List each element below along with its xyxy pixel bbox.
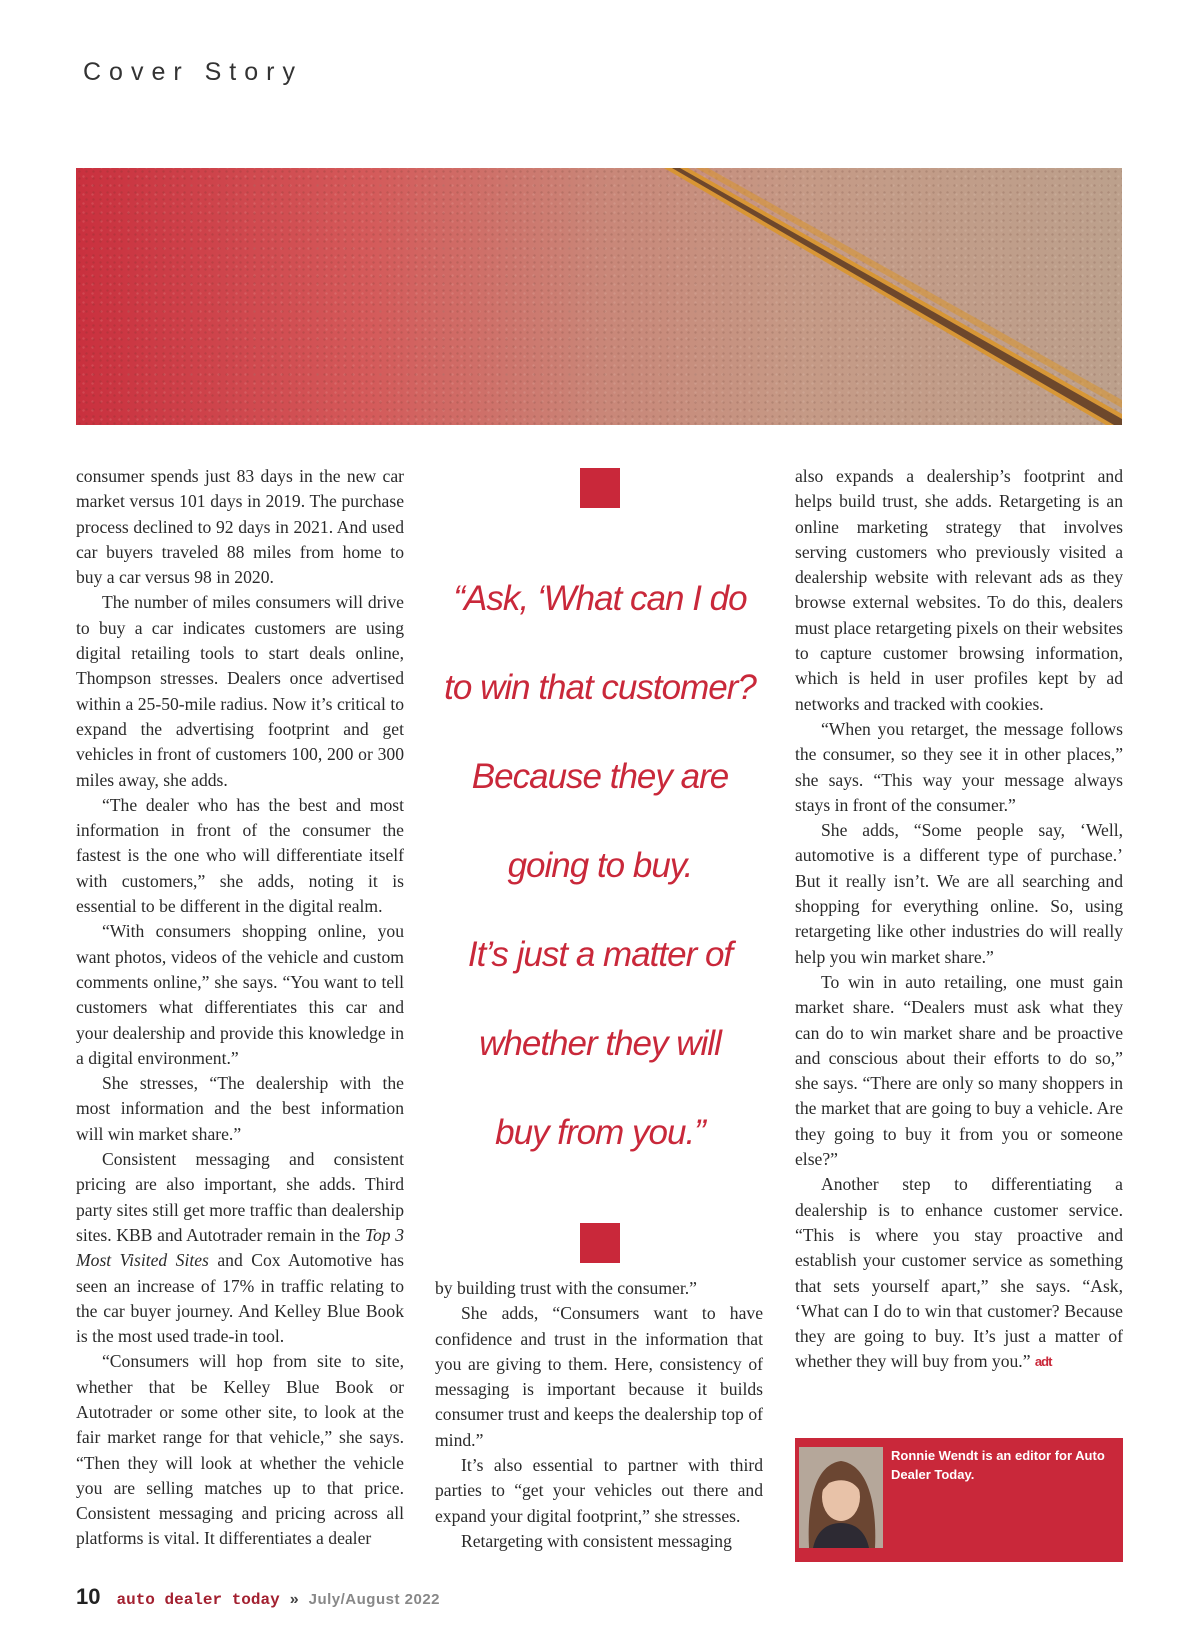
pull-quote-bottom-square bbox=[580, 1223, 620, 1263]
page-footer bbox=[76, 1584, 440, 1610]
paragraph: The number of miles consumers will drive to buy a car indicates customers are using digital retailing tools to start deals online, Thompson stresses. Dealers once advertised within a 25-50-mile radius. Now it’s critical to expand the advertising footprint and get vehicles in front of customers 100, 200 or 300 miles away, she adds. bbox=[76, 592, 404, 790]
pull-quote-top-square bbox=[580, 468, 620, 508]
paragraph: Consistent messaging and consistent pricing are also important, she adds. Third party sites still get more traffic than dealership sites. KBB and Autotrader remain in the Top 3 Most Visited Sites and Cox Automotive has seen an increase of 17% in traffic relating to the car buyer journey. And Kelley Blue Book is the most used trade-in tool. bbox=[76, 1149, 404, 1347]
italic-title: Top 3 Most Visited Sites bbox=[76, 1224, 404, 1271]
author-photo bbox=[799, 1447, 883, 1548]
paragraph: by building trust with the consumer.” bbox=[435, 1278, 697, 1298]
paragraph: “With consumers shopping online, you want photos, videos of the vehicle and custom comments online,” she says. “You want to tell customers what differentiates this car and your dealership and provide this knowledge in a digital environment.” bbox=[76, 921, 404, 1068]
paragraph: To win in auto retailing, one must gain market share. “Dealers must ask what they can do to win market share and be proactive and conscious about their efforts to do so,” she says. “There are only so many shoppers in the market that are going to buy a vehicle. Are they going to buy it from you or someone else?” bbox=[795, 971, 1123, 1170]
author-bio-box bbox=[795, 1438, 1123, 1562]
page-number: 10 bbox=[76, 1584, 101, 1609]
end-mark-logo: adt bbox=[1034, 1354, 1052, 1370]
paragraph: “When you retarget, the message follows the consumer, so they see it in other places,” she says. “This way your message always stays in front of the consumer.” bbox=[795, 718, 1123, 815]
pull-quote-text: “Ask, ‘What can I do to win that customer? Because they are going to buy. It’s just a matter of whether they will buy from you.” bbox=[444, 579, 756, 1152]
paragraph: She adds, “Consumers want to have confidence and trust in the information that you are giving to them. Here, consistency of messaging is important because it builds consumer trust and keeps the dealership top of mind.” bbox=[435, 1303, 763, 1450]
section-label: Cover Story bbox=[83, 58, 303, 86]
paragraph: “Consumers will hop from site to site, whether that be Kelley Blue Book or Autotrader or some other site, to look at the fair market range for that vehicle,” she says. “Then they will look at whether the vehicle you are selling matches up to that price. Consistent messaging and pricing across all platforms is vital. It differentiates a dealer bbox=[76, 1351, 404, 1549]
author-bio-text: Ronnie Wendt is an editor for Auto Dealer Today. bbox=[891, 1448, 1105, 1482]
paragraph: She stresses, “The dealership with the most information and the best information will win market share.” bbox=[76, 1073, 404, 1144]
pull-quote bbox=[430, 468, 770, 1263]
issue-date: July/August 2022 bbox=[308, 1591, 441, 1608]
article-column-3 bbox=[795, 464, 1123, 1375]
article-column-1 bbox=[76, 464, 404, 1552]
road-stripe-graphic bbox=[76, 168, 1122, 425]
paragraph: It’s also essential to partner with third parties to “get your vehicles out there and expand your digital footprint,” she stresses. bbox=[435, 1455, 763, 1526]
publication-name: auto dealer today bbox=[116, 1591, 280, 1609]
paragraph: also expands a dealership’s footprint and helps build trust, she adds. Retargeting is an online marketing strategy that involves serving customers who previously visited a dealership website with relevant ads as they browse external websites. To do this, dealers must place retargeting pixels on their websites to capture customer browsing information, which is held in user profiles kept by ad networks and tracked with cookies. bbox=[795, 466, 1123, 714]
footer-separator: » bbox=[289, 1591, 299, 1608]
paragraph: consumer spends just 83 days in the new car market versus 101 days in 2019. The purchase process declined to 92 days in 2021. And used car buyers traveled 88 miles from home to buy a car versus 98 in 2020. bbox=[76, 466, 404, 588]
paragraph: “The dealer who has the best and most information in front of the consumer the fastest is the one who will differentiate itself with customers,” she adds, noting it is essential to be different in the digital realm. bbox=[76, 794, 404, 917]
hero-road-image bbox=[76, 168, 1122, 425]
paragraph: Retargeting with consistent messaging bbox=[461, 1530, 732, 1551]
article-column-2 bbox=[435, 1276, 763, 1554]
paragraph: She adds, “Some people say, ‘Well, automotive is a different type of purchase.’ But it really isn’t. We are all searching and shopping for everything online. So, using retargeting like other industries do will really help you win market share.” bbox=[795, 820, 1123, 967]
paragraph: Another step to differentiating a dealership is to enhance customer service. “This is where you stay proactive and establish your customer service as something that sets yourself apart,” she says. “Ask, ‘What can I do to win that customer? Because they are going to buy. It’s just a matter of whether they will buy from you.” adt bbox=[795, 1172, 1123, 1374]
